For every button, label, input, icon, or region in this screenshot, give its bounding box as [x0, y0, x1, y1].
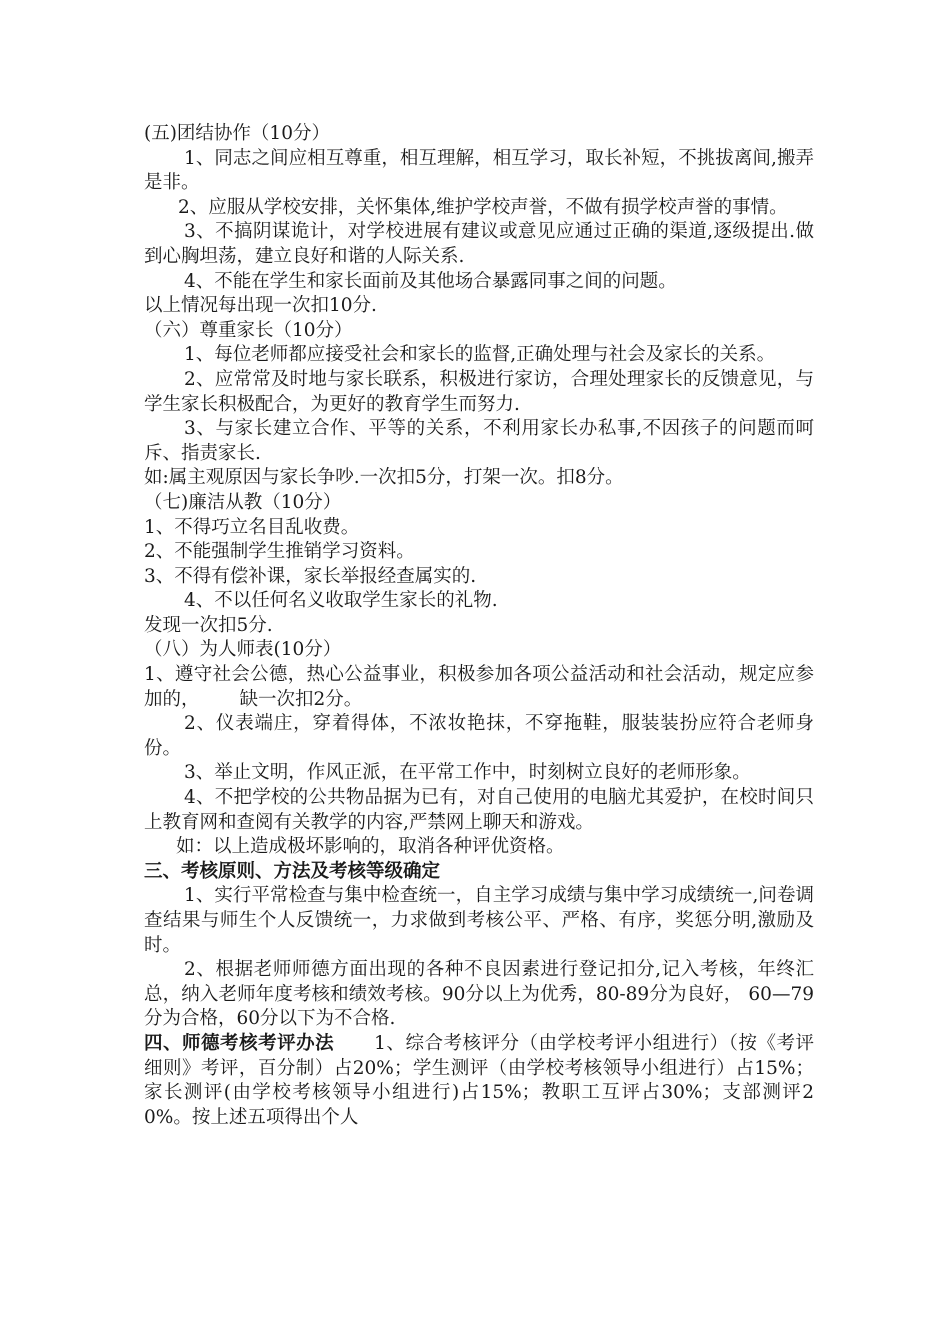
section-8-item-1: [144, 663, 814, 712]
part-3-title: 三、考核原则、方法及考核等级确定: [144, 860, 441, 882]
section-5-title: (五)团结协作（10分）: [144, 123, 330, 144]
section-8-item-1-text: 1、遵守社会公德，热心公益事业，积极参加各项公益活动和社会活动，规定应参加的，: [144, 664, 814, 710]
part-4-title: 四、师德考核考评办法: [144, 1032, 335, 1054]
section-7-item-3: 3、不得有偿补课，家长举报经查属实的.: [144, 565, 477, 587]
section-7-item-4: 4、不以任何名义收取学生家长的礼物.: [184, 590, 498, 612]
part-4-paragraph: [144, 1032, 814, 1130]
section-5-note: 以上情况每出现一次扣10分.: [144, 295, 377, 317]
section-8-note: 如：以上造成极坏影响的，取消各种评优资格。: [176, 836, 565, 858]
section-7-title: （七)廉洁从教（10分）: [144, 491, 342, 513]
document-body: [144, 122, 814, 1130]
section-7-note: 发现一次扣5分.: [144, 614, 273, 636]
section-7-item-2: 2、不能强制学生推销学习资料。: [144, 541, 415, 563]
section-8-item-1-penalty: 缺一次扣2分。: [239, 688, 363, 710]
section-6-title: （六）尊重家长（10分）: [144, 319, 353, 341]
part-3-item-1: 1、实行平常检查与集中检查统一，自主学习成绩与集中学习成绩统一,问卷调查结果与师生个人反馈统一，力求做到考核公平、严格、有序，奖惩分明,激励及时。: [144, 885, 814, 956]
section-6-item-2: 2、应常常及时地与家长联系，积极进行家访，合理处理家长的反馈意见，与学生家长积极配合，为更好的教育学生而努力.: [144, 368, 814, 415]
section-8-item-2: 2、仪表端庄，穿着得体，不浓妆艳抹，不穿拖鞋，服装装扮应符合老师身份。: [144, 713, 814, 759]
section-6-item-3: 3、与家长建立合作、平等的关系，不利用家长办私事,不因孩子的问题而呵斥、指责家长.: [144, 418, 814, 464]
section-6-note: 如:属主观原因与家长争吵.一次扣5分，打架一次。扣8分。: [144, 467, 624, 489]
section-6-item-1: 1、每位老师都应接受社会和家长的监督,正确处理与社会及家长的关系。: [184, 344, 776, 366]
section-8-item-4: 4、不把学校的公共物品据为已有，对自己使用的电脑尤其爱护，在校时间只上教育网和查阅有关教学的内容,严禁网上聊天和游戏。: [144, 787, 814, 833]
section-8-item-3: 3、举止文明，作风正派，在平常工作中，时刻树立良好的老师形象。: [184, 762, 751, 784]
section-5-item-1: 1、同志之间应相互尊重，相互理解，相互学习，取长补短，不挑拔离间,搬弄是非。: [144, 147, 814, 194]
section-5-item-3: 3、不搞阴谋诡计，对学校进展有建议或意见应通过正确的渠道,逐级提出.做到心胸坦荡，建立良好和谐的人际关系.: [144, 221, 814, 267]
part-4-text: 1、综合考核评分（由学校考评小组进行）（按《考评细则》考评，百分制）占20%；学生测评（由学校考核领导小组进行）占15%；家长测评(由学校考核领导小组进行)占15%；教职工互评占30%；支部测评20%。按上述五项得出个人: [144, 1032, 814, 1128]
section-5-item-2: 2、应服从学校安排，关怀集体,维护学校声誉，不做有损学校声誉的事情。: [178, 196, 788, 218]
section-5-item-4: 4、不能在学生和家长面前及其他场合暴露同事之间的问题。: [184, 270, 677, 292]
section-8-title: （八）为人师表(10分）: [144, 639, 342, 661]
part-3-item-2: 2、根据老师师德方面出现的各种不良因素进行登记扣分,记入考核，年终汇总，纳入老师年度考核和绩效考核。90分以上为优秀，80-89分为良好， 60—79分为合格，60分以下为不合格.: [144, 959, 814, 1030]
section-7-item-1: 1、不得巧立名目乱收费。: [144, 516, 360, 538]
